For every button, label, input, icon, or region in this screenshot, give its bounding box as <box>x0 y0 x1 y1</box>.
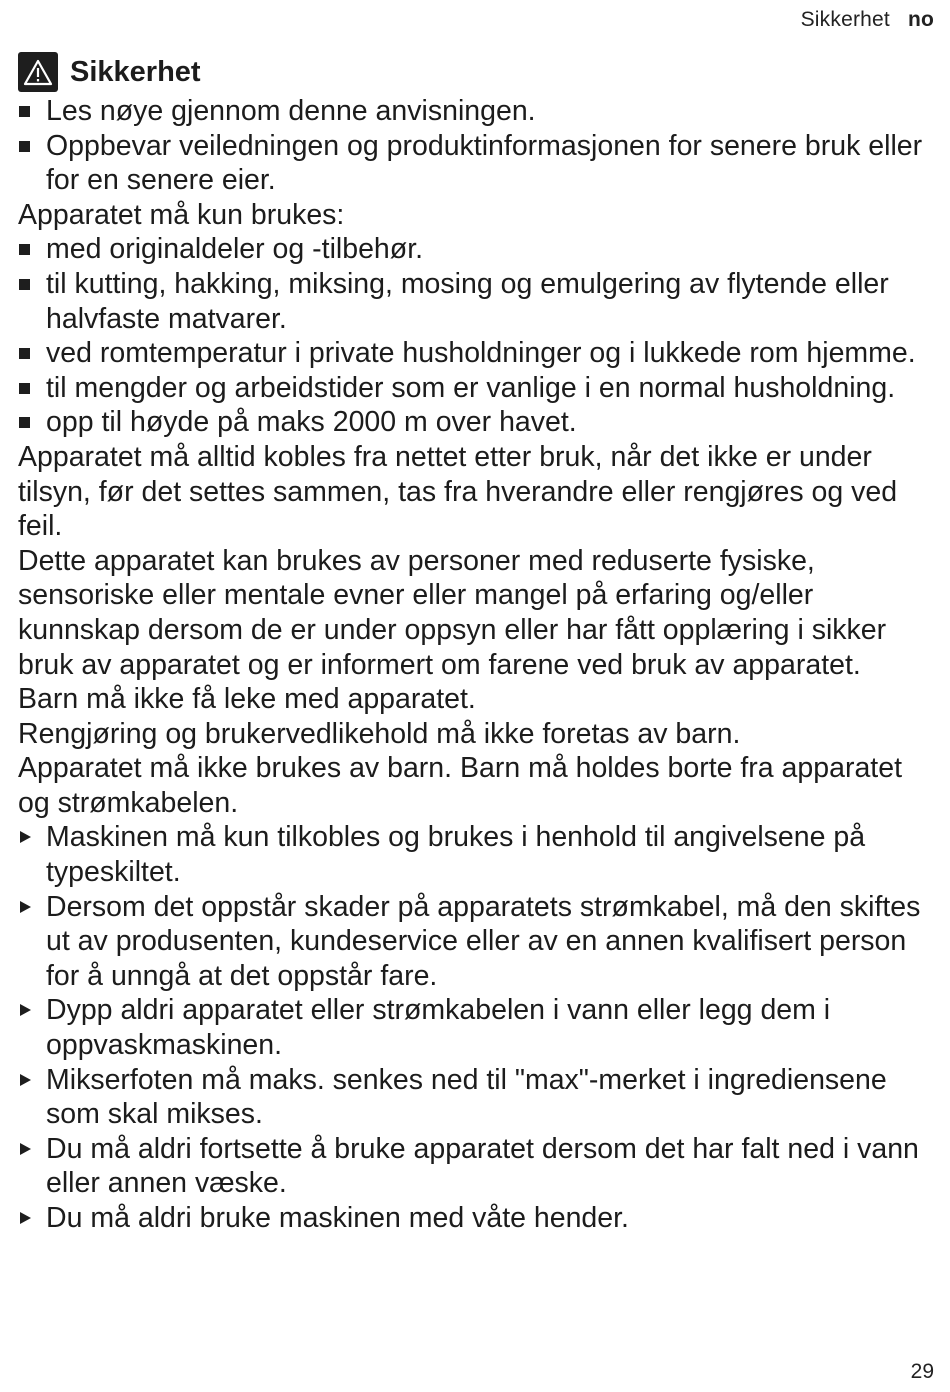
instruction-item: Maskinen må kun tilkobles og brukes i henhold til angivelsene på typeskiltet. <box>18 820 936 889</box>
list-item: Les nøye gjennom denne anvisningen. <box>18 94 936 129</box>
bullet-square-icon <box>19 279 30 290</box>
paragraph: Apparatet må alltid kobles fra nettet etter bruk, når det ikke er under tilsyn, før det settes sammen, tas fra hverandre eller rengjøres og ved feil. <box>18 440 898 543</box>
section-heading <box>18 50 936 94</box>
running-header-section: Sikkerhet <box>800 8 890 31</box>
warning-triangle-icon <box>18 52 58 92</box>
running-header <box>801 8 934 32</box>
list-item: til kutting, hakking, miksing, mosing og emulgering av flytende eller halvfaste matvarer. <box>18 267 936 336</box>
bullet-square-icon <box>19 348 30 359</box>
arrow-right-icon <box>20 1212 31 1224</box>
list-item: til mengder og arbeidstider som er vanlige i en normal husholdning. <box>18 371 936 406</box>
bullet-square-icon <box>19 383 30 394</box>
arrow-right-icon <box>20 1004 31 1016</box>
paragraph: Dette apparatet kan brukes av personer med reduserte fysiske, sensoriske eller mentale evner eller mangel på erfaring og/eller kunnskap dersom de er under oppsyn eller har fått opplæring i sikker bruk av apparatet og er informert om farene ved bruk av apparatet. <box>18 544 887 681</box>
paragraph: Barn må ikke få leke med apparatet. <box>18 683 476 716</box>
list-item: Oppbevar veiledningen og produktinformasjonen for senere bruk eller for en senere eier. <box>18 129 936 198</box>
list-item: med originaldeler og -tilbehør. <box>18 232 936 267</box>
bullet-square-icon <box>19 106 30 117</box>
section-title: Sikkerhet <box>70 55 201 88</box>
instruction-item: Dypp aldri apparatet eller strømkabelen i vann eller legg dem i oppvaskmaskinen. <box>18 993 936 1062</box>
arrow-right-icon <box>20 901 31 913</box>
safety-content <box>18 50 936 1236</box>
paragraph: Rengjøring og brukervedlikehold må ikke foretas av barn. <box>18 717 741 750</box>
list-item: ved romtemperatur i private husholdninger og i lukkede rom hjemme. <box>18 336 936 371</box>
bullet-square-icon <box>19 244 30 255</box>
arrow-right-icon <box>20 831 31 843</box>
arrow-right-icon <box>20 1074 31 1086</box>
instruction-item: Du må aldri bruke maskinen med våte hender. <box>18 1201 936 1236</box>
instruction-item: Dersom det oppstår skader på apparatets strømkabel, må den skiftes ut av produsenten, kundeservice eller av en annen kvalifisert person for å unngå at det oppstår fare. <box>18 890 936 994</box>
instruction-item: Du må aldri fortsette å bruke apparatet dersom det har falt ned i vann eller annen væske. <box>18 1132 936 1201</box>
bullet-square-icon <box>19 141 30 152</box>
bullet-square-icon <box>19 417 30 428</box>
paragraph: Apparatet må ikke brukes av barn. Barn må holdes borte fra apparatet og strømkabelen. <box>18 752 902 819</box>
arrow-right-icon <box>20 1143 31 1155</box>
usage-intro: Apparatet må kun brukes: <box>18 198 345 231</box>
instruction-item: Mikserfoten må maks. senkes ned til "max"-merket i ingrediensene som skal mikses. <box>18 1063 936 1132</box>
page-number: 29 <box>910 1360 934 1383</box>
running-header-language: no <box>907 8 934 31</box>
list-item: opp til høyde på maks 2000 m over havet. <box>18 405 936 440</box>
